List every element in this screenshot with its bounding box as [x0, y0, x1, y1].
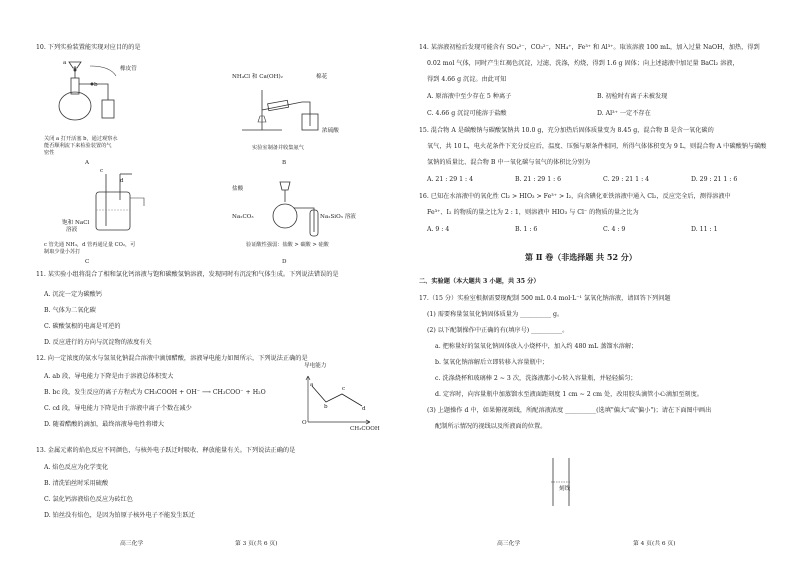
- footer-subject-right: 高三化学: [497, 541, 521, 547]
- q17-step-c: c. 洗涤烧杯和玻璃棒 2 ~ 3 次，洗涤液都小心转入容量瓶，并轻轻摇匀；: [435, 375, 637, 382]
- q17-part2: (2) 以下配制操作中正确的有(填序号) __________。: [427, 327, 569, 334]
- q13-option-d[interactable]: D. 铂丝没有焰色，是因为铂原子核外电子不能发生跃迁: [44, 512, 195, 519]
- q10a-caption-2: 能否顺利流下来检验装置的气: [44, 143, 112, 149]
- q17-step-d: d. 定容时，向容量瓶中加蒸馏水至液面距刻度 1 cm ~ 2 cm 处，改用胶头滴管小心滴加至刻度。: [435, 391, 703, 398]
- q16-option-b[interactable]: B. 1 : 6: [515, 226, 538, 233]
- q12-graph-ylabel: 导电能力: [304, 363, 327, 369]
- footer-page-left: 第 3 页(共 6 页): [235, 541, 278, 547]
- q10-stem: 10. 下列实验装置能实现对应目的的是: [36, 44, 141, 51]
- q10d-letter: D: [282, 259, 287, 265]
- q10a-label-a: a: [63, 60, 67, 66]
- q12-graph-point-c: c: [342, 386, 346, 392]
- q17-stem: 17.（15 分）实验室根据需要现配制 500 mL 0.4 mol·L⁻¹ 氯氧化钠溶液，请回答下列问题: [419, 295, 671, 302]
- q10b-label-cotton: 棉花: [316, 74, 328, 80]
- page-4: [397, 0, 794, 561]
- q15-option-d[interactable]: D. 29 : 21 1 : 6: [691, 176, 738, 183]
- q10c-label-nacl: 饱和 NaCl: [62, 220, 90, 226]
- q10b-label-reagent: NH₄Cl 和 Ca(OH)₂: [232, 74, 283, 80]
- q15-option-a[interactable]: A. 21 : 29 1 : 4: [427, 176, 474, 183]
- q14-option-d[interactable]: D. Al³⁺ 一定不存在: [597, 110, 651, 117]
- footer-page-right: 第 4 页(共 6 页): [633, 541, 676, 547]
- q16-option-d[interactable]: D. 11 : 1: [691, 226, 718, 233]
- q12-stem: 12. 向一定浓度的氨水与氢氧化钠混合溶液中滴加醋酸，溶液导电能力如图所示，下列说法正确的是: [36, 355, 308, 362]
- q17-step-b: b. 氢氧化钠溶解后立即转移入容量瓶中；: [435, 359, 549, 366]
- q10a-label-rubber: 橡皮管: [120, 66, 137, 72]
- q14-option-a[interactable]: A. 原溶液中至少存在 5 种离子: [427, 93, 512, 100]
- q10c-label-d: d: [120, 178, 124, 184]
- q14-line2: 0.02 mol 气体，同时产生红褐色沉淀，过滤，洗涤，灼烧，得到 1.6 g 固体；向上述滤液中加足量 BaCl₂ 溶液，: [427, 60, 739, 67]
- q12-option-c[interactable]: C. cd 段，导电能力下降是由于溶液中离子个数在减少: [44, 405, 192, 412]
- q15-line1: 15. 混合物 A 是碳酸钠与碳酸氢钠共 10.0 g，充分加热后固体质量变为 8.45 g，混合物 B 是含一氧化碳的: [419, 127, 714, 134]
- q10c-caption-1: c 管先通 NH₃，d 管再通足量 CO₂，可: [44, 242, 136, 248]
- q10c-label-c: c: [100, 168, 104, 174]
- q16-line1: 16. 已知在水溶液中的氧化性 Cl₂ > HIO₃ > Fe³⁺ > I₂，向含碘化亚铁溶液中通入 Cl₂，反应完全后，测得溶液中: [419, 193, 731, 200]
- q12-graph-origin: O: [302, 420, 307, 426]
- q10a-caption-3: 密性: [44, 150, 55, 156]
- q11-option-c[interactable]: C. 碳酸氢根的电离是可逆的: [44, 323, 121, 330]
- q10d-label-na2sio3: Na₂SiO₃ 溶液: [320, 214, 356, 220]
- flask-mark-label: 刻线: [559, 486, 571, 492]
- q11-option-d[interactable]: D. 反应进行的方向与沉淀物的浓度有关: [44, 339, 152, 346]
- q10c-caption-2: 制取少量小苏打: [44, 249, 81, 255]
- q13-stem: 13. 金属元素的焰色反应不同颜色，与核外电子跃迁时吸收、释放能量有关。下列说法正确的是: [36, 447, 296, 454]
- q12-option-b[interactable]: B. bc 段，发生反应的离子方程式为 CH₃COOH + OH⁻ ⟶ CH₃COO⁻ + H₂O: [44, 389, 266, 396]
- q10c-letter: C: [85, 259, 90, 265]
- section2-heading: 二、实验题（本大题共 3 小题，共 35 分）: [419, 278, 540, 285]
- q15-line2: 氧气，共 10 L，电火花条件下充分反应后，温度、压强与原条件相同，所得气体体积变为 9 L，则混合物 A 中碳酸钠与碳酸: [427, 143, 767, 150]
- q10a-label-b: b: [94, 82, 98, 88]
- q15-option-c[interactable]: C. 29 : 21 1 : 4: [603, 176, 650, 183]
- q14-option-c[interactable]: C. 4.66 g 沉淀可能溶于盐酸: [427, 110, 507, 117]
- q10b-caption: 实验室制备并收集氨气: [252, 145, 304, 151]
- q16-line2: Fe³⁺、I₂ 的物质的量之比为 2 : 1，则溶液中 HIO₃ 与 Cl⁻ 的物质的量之比为: [427, 209, 639, 216]
- q11-stem: 11. 某实验小组将混合了相和氯化钙溶液与饱和碳酸氢钠溶液，发现同时有沉淀和气体生成。下列说法错误的是: [36, 271, 339, 278]
- q17-part1: (1) 需要称量氢氧化钠固体质量为 __________ g。: [427, 311, 564, 318]
- q12-conductivity-graph: [298, 370, 378, 430]
- q12-graph-point-a: a: [310, 382, 314, 388]
- q10b-letter: B: [282, 160, 287, 166]
- q14-line1: 14. 某溶液初检后发现可能含有 SO₄²⁻，CO₃²⁻，NH₄⁺，Fe³⁺ 和 Al³⁺。取该溶液 100 mL，加入过量 NaOH，加热，得到: [419, 44, 760, 51]
- volumetric-flask-neck[interactable]: [547, 458, 577, 508]
- q17-part3-line1: (3) 上题操作 d 中，如果俯视刻线，所配溶液浓度 __________(选填"偏大"或"偏小")；请在下面图中画出: [427, 407, 712, 414]
- q10b-label-acid: 浓硫酸: [322, 128, 339, 134]
- q16-option-c[interactable]: C. 4 : 9: [603, 226, 626, 233]
- q14-line3: 得到 4.66 g 沉淀。由此可知: [427, 76, 507, 83]
- q12-graph-point-d: d: [362, 406, 366, 412]
- q14-option-b[interactable]: B. 初检时有离子未被发现: [597, 93, 668, 100]
- q10d-caption: 验证酸性强弱：盐酸 > 碳酸 > 硅酸: [246, 242, 329, 248]
- q17-step-a: a. 把称量好的氢氧化钠固体放入小烧杯中，加入约 480 mL 蒸馏水溶解；: [435, 343, 638, 350]
- q10a-caption-1: 关闭 a 打开活塞 b，通过观察水: [44, 136, 118, 142]
- q15-option-b[interactable]: B. 21 : 29 1 : 6: [515, 176, 562, 183]
- q15-line3: 氢钠的质量比、混合物 B 中一氧化碳与氧气的体积比分别为: [427, 159, 591, 166]
- q16-option-a[interactable]: A. 9 : 4: [427, 226, 450, 233]
- q11-option-a[interactable]: A. 沉淀一定为碳酸钙: [44, 291, 102, 298]
- q13-option-c[interactable]: C. 氯化钙溶液焰色反应为砖红色: [44, 496, 133, 503]
- q12-graph-point-b: b: [324, 404, 328, 410]
- footer-subject-left: 高三化学: [120, 541, 144, 547]
- q17-part3-line2: 配制所示情况的视线以及所液面的位置。: [435, 423, 547, 430]
- q10d-label-na2co3: Na₂CO₃: [232, 214, 254, 220]
- q10d-label-hcl: 盐酸: [232, 186, 244, 192]
- q12-option-a[interactable]: A. ab 段，导电能力下降是由于溶液总体积变大: [44, 373, 174, 380]
- q10a-letter: A: [85, 160, 90, 166]
- q13-option-b[interactable]: B. 清洗铂丝时采用硫酸: [44, 480, 109, 487]
- q10c-label-sol: 溶液: [66, 227, 78, 233]
- q12-graph-xlabel: CH₃COOH: [350, 426, 380, 432]
- part2-heading: 第 Ⅱ 卷（非选择题 共 52 分）: [525, 252, 637, 262]
- q12-option-d[interactable]: D. 随着醋酸的滴加，最终溶液导电性将增大: [44, 421, 165, 428]
- q11-option-b[interactable]: B. 气体为二氧化碳: [44, 307, 96, 314]
- q13-option-a[interactable]: A. 焰色反应为化学变化: [44, 464, 109, 471]
- q10-apparatus-d: [250, 180, 350, 238]
